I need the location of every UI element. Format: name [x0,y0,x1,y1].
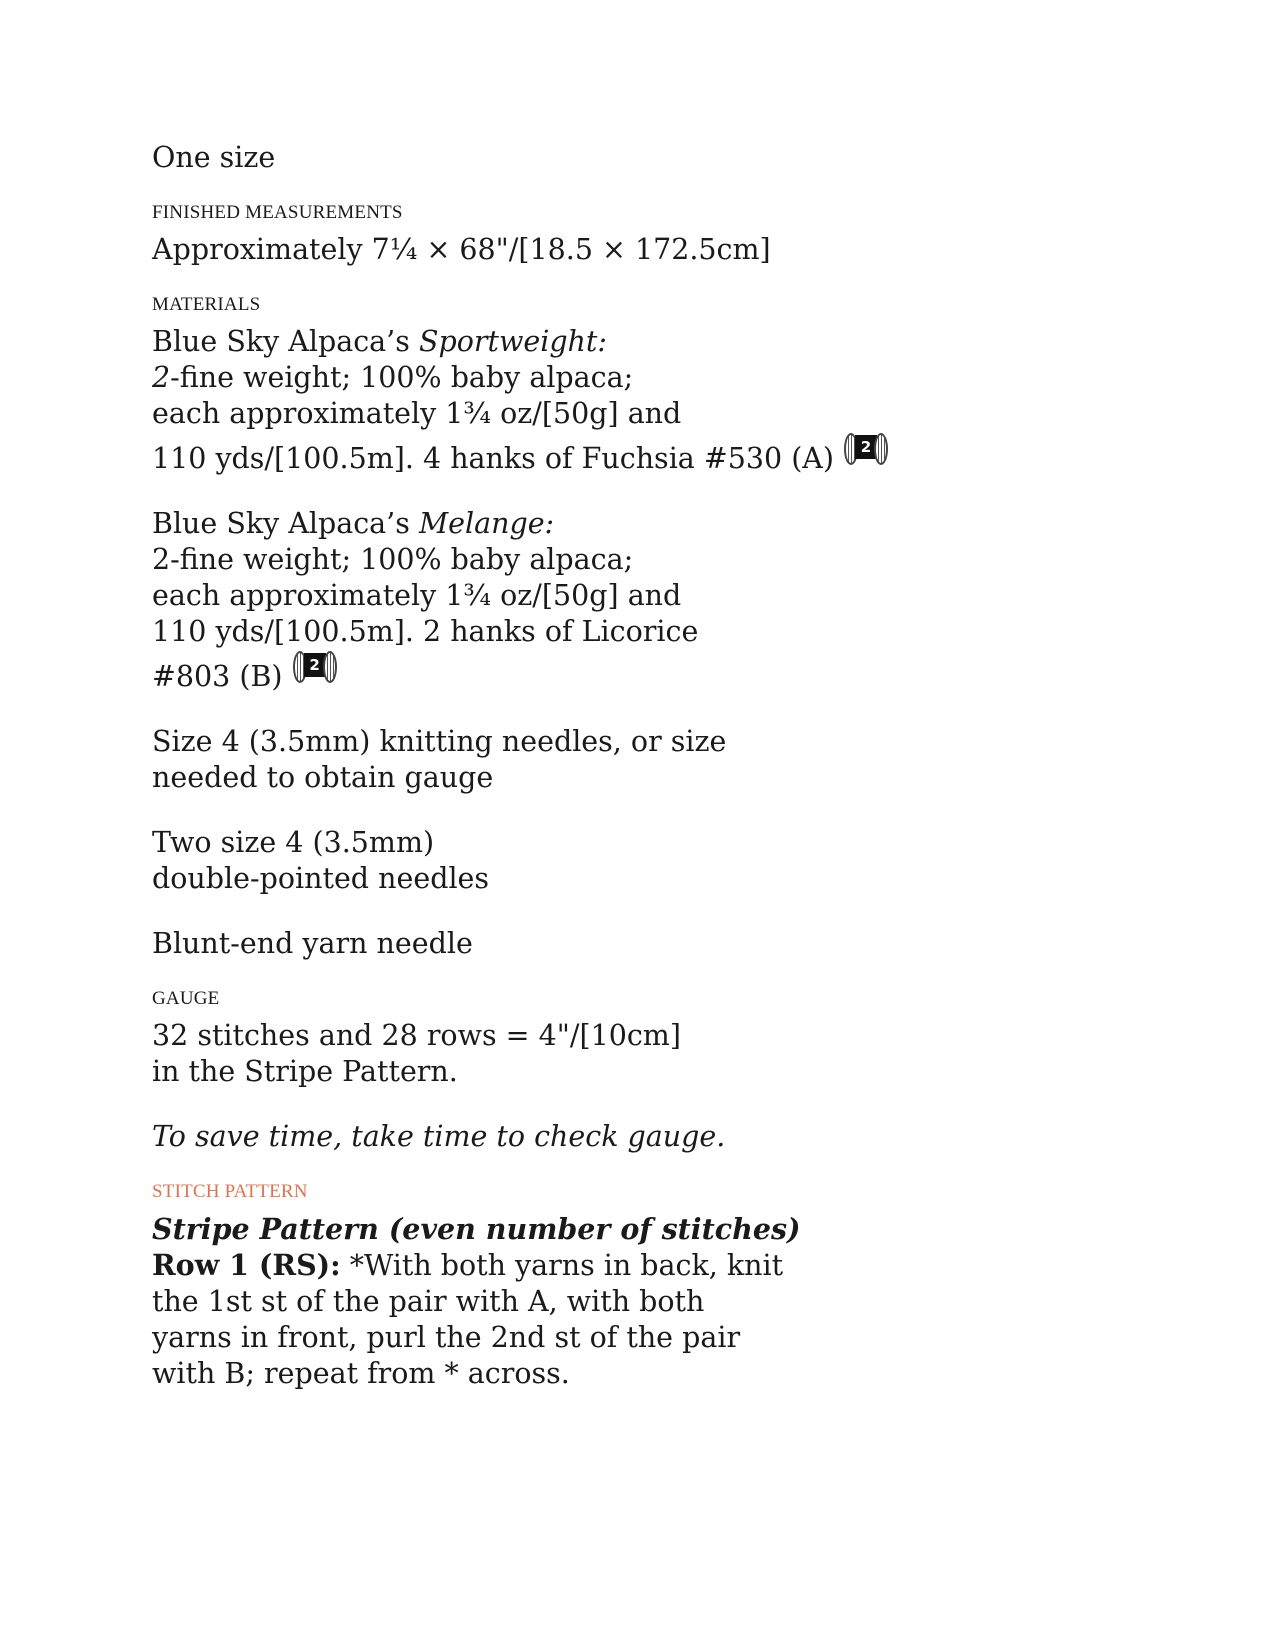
yarn-a-brand: Blue Sky Alpaca’s [152,325,419,358]
row-1-line-2: the 1st st of the pair with A, with both [152,1285,705,1318]
yarn-a-block [152,324,912,477]
yarn-b-color: #803 (B) [152,660,283,693]
yarn-weight-icon: 2 [293,650,337,682]
row-1-label: Row 1 (RS): [152,1248,341,1282]
row-1-text: *With both yarns in back, knit [340,1249,784,1282]
needles-line-1: Size 4 (3.5mm) knitting needles, or size [152,725,727,758]
yarn-a-line-2 [152,360,912,396]
gauge-line-1: 32 stitches and 28 rows = 4"/[10cm] [152,1019,681,1052]
row-1-line-1 [152,1247,912,1284]
yarn-a-line-4 [152,432,912,477]
yarn-weight-icon: 2 [844,432,888,464]
yarn-b-line-2: 2-fine weight; 100% baby alpaca; [152,543,634,576]
needles-block [152,724,912,796]
yarn-b-block [152,506,912,695]
dpn-line-1: Two size 4 (3.5mm) [152,826,435,859]
notion-text: Blunt-end yarn needle [152,927,473,960]
yarn-a-weight-number: 2 [152,361,171,394]
yarn-b-line-1 [152,506,912,542]
size-text: One size [152,141,276,174]
row-1-line-3: yarns in front, purl the 2nd st of the pair [152,1321,741,1354]
dpn-block [152,825,912,897]
yarn-a-hanks: 110 yds/[100.5m]. 4 hanks of Fuchsia #530 (A) [152,442,835,475]
row-1-line-4: with B; repeat from * across. [152,1357,570,1390]
yarn-b-line-4: 110 yds/[100.5m]. 2 hanks of Licorice [152,615,699,648]
yarn-b-name: Melange: [418,507,555,540]
yarn-b-brand: Blue Sky Alpaca’s [152,507,419,540]
yarn-a-line-1 [152,324,912,360]
gauge-heading: GAUGE [152,988,220,1009]
dpn-line-2: double-pointed needles [152,862,490,895]
gauge-line-2: in the Stripe Pattern. [152,1055,458,1088]
yarn-b-line-5 [152,650,912,695]
needles-line-2: needed to obtain gauge [152,761,494,794]
yarn-a-line-3: each approximately 1¾ oz/[50g] and [152,397,682,430]
materials-heading: MATERIALS [152,294,261,315]
yarn-a-weight-text: -fine weight; 100% baby alpaca; [170,361,634,394]
finished-measurements-text: Approximately 7¼ × 68"/[18.5 × 172.5cm] [152,233,771,266]
gauge-note: To save time, take time to check gauge. [152,1120,726,1153]
stitch-pattern-section [152,1181,912,1392]
gauge-section [152,988,912,1155]
finished-measurements-heading: FINISHED MEASUREMENTS [152,202,403,223]
pattern-page [152,140,912,1392]
stitch-pattern-heading: STITCH PATTERN [152,1181,308,1202]
yarn-b-line-3: each approximately 1¾ oz/[50g] and [152,579,682,612]
stitch-pattern-title: Stripe Pattern (even number of stitches) [152,1212,801,1246]
finished-measurements-section [152,202,912,268]
yarn-a-name: Sportweight: [418,325,607,358]
materials-section [152,294,912,962]
